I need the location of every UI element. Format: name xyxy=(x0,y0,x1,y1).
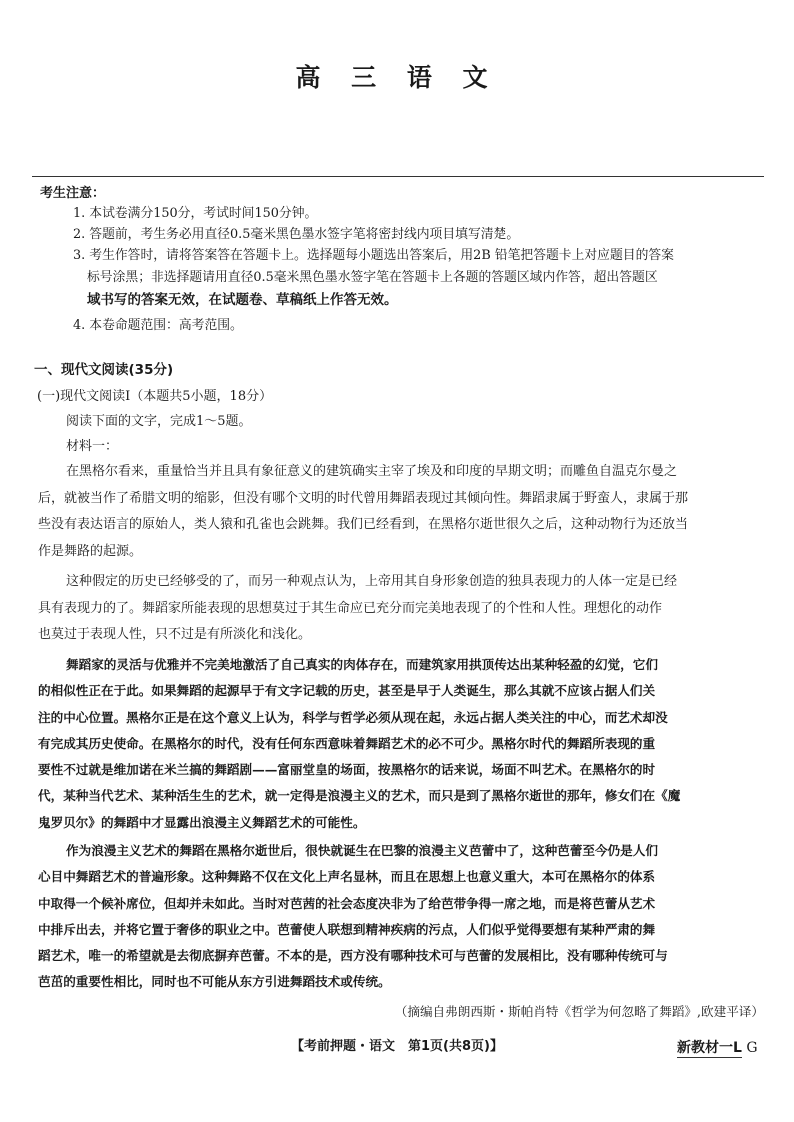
paragraph-line: 鬼罗贝尔》的舞蹈中才显露出浪漫主义舞蹈艺术的可能性。 xyxy=(38,814,366,830)
paragraph-line: 代，某种当代艺术、某种活生生的艺术，就一定得是浪漫主义的艺术，而只是到了黑格尔逝世的那年，修女们在《魔 xyxy=(38,788,681,804)
notice-item-text: 3. 考生作答时，请将答案答在答题卡上。选择题每小题选出答案后，用2B 铅笔把答题卡上对应题目的答案 xyxy=(73,248,674,263)
subsection-title: (一)现代文阅读I（本题共5小题，18分） xyxy=(37,389,273,404)
page-title: 高 三 语 文 xyxy=(295,63,499,92)
paragraph-line: 注的中心位置。黑格尔正是在这个意义上认为，科学与哲学必须从现在起，永远占据人类关注的中心，而艺术却没 xyxy=(38,709,668,725)
paragraph-line: 也莫过于表现人性，只不过是有所淡化和浅化。 xyxy=(38,627,312,642)
section-title: 一、现代文阅读(35分) xyxy=(34,362,174,378)
footer-edition-tag xyxy=(677,1037,758,1057)
paragraph-line: 蹈艺术，唯一的希望就是去彻底摒弃芭蕾。不本的是，西方没有哪种技术可与芭蕾的发展相比，没有哪种传统可与 xyxy=(38,948,668,964)
paragraph-line: 中排斥出去，并将它置于奢侈的职业之中。芭蕾使人联想到精神疾病的污点，人们似乎觉得要想有某种严肃的舞 xyxy=(38,921,656,937)
reading-instruction: 阅读下面的文字，完成1～5题。 xyxy=(66,414,252,429)
paragraph-1 xyxy=(38,459,768,565)
header-divider xyxy=(32,176,764,177)
paragraph-line: 后，就被当作了希腊文明的缩影，但没有哪个文明的时代曾用舞蹈表现过其倾向性。舞蹈隶属于野蛮人，隶属于那 xyxy=(38,490,689,506)
notice-item-text: 1. 本试卷满分150分，考试时间150分钟。 xyxy=(73,206,318,221)
notice-item-text: 标号涂黑；非选择题请用直径0.5毫米黑色墨水签字笔在答题卡上各题的答题区域内作答，超出答题区 xyxy=(87,270,658,285)
paragraph-line: 具有表现力的了。舞蹈家所能表现的思想莫过于其生命应已充分而完美地表现了的个性和人性。理想化的动作 xyxy=(38,600,663,616)
paragraph-4 xyxy=(38,838,768,996)
footer-page-info: 【考前押题・语文 第1页(共8页)】 xyxy=(291,1039,503,1054)
source-citation: （摘编自弗朗西斯・斯帕肖特《哲学为何忽略了舞蹈》,欧建平译） xyxy=(394,1004,764,1019)
paragraph-line: 舞蹈家的灵活与优雅并不完美地激活了自己真实的肉体存在，而建筑家用拱顶传达出某种轻盈的幻觉，它们 xyxy=(66,657,658,672)
paragraph-3 xyxy=(38,652,768,836)
notice-item-text: 4. 本卷命题范围：高考范围。 xyxy=(73,318,243,333)
notice-item-text: 2. 答题前，考生务必用直径0.5毫米黑色墨水签字笔将密封线内项目填写清楚。 xyxy=(73,227,520,242)
paragraph-line: 芭茁的重要性相比，同时也不可能从东方引进舞蹈技术或传统。 xyxy=(38,974,391,990)
paragraph-2 xyxy=(38,569,768,649)
paragraph-line: 些没有表达语言的原始人，类人猿和孔雀也会跳舞。我们已经看到，在黑格尔逝世很久之后，这种动物行为还放当 xyxy=(38,517,689,532)
edition-code: G xyxy=(741,1040,758,1056)
paragraph-line: 要性不过就是维加诺在米兰搞的舞蹈剧——富丽堂皇的场面，按黑格尔的话来说，场面不叫艺术。在黑格尔的时 xyxy=(38,762,656,778)
notice-title: 考生注意： xyxy=(40,186,106,201)
paragraph-line: 的相似性正在于此。如果舞蹈的起源早于有文字记载的历史，甚至是早于人类诞生，那么其就不应该占据人们关 xyxy=(38,683,656,699)
paragraph-line: 这种假定的历史已经够受的了，而另一种观点认为，上帝用其自身形象创造的独具表现力的人体一定是已经 xyxy=(66,574,678,589)
paragraph-line: 有完成其历史使命。在黑格尔的时代，没有任何东西意味着舞蹈艺术的必不可少。黑格尔时代的舞蹈所表现的重 xyxy=(38,735,656,751)
notice-item-3 xyxy=(73,245,763,311)
paragraph-line: 作是舞路的起源。 xyxy=(38,543,143,559)
notice-item-1 xyxy=(73,203,763,225)
paragraph-line: 作为浪漫主义艺术的舞蹈在黑格尔逝世后，很快就诞生在巴黎的浪漫主义芭蕾中了，这种芭蕾至今仍是人们 xyxy=(66,843,658,858)
paragraph-line: 心目中舞蹈艺术的普遍形象。这种舞路不仅在文化上声名显林，而且在思想上也意义重大，本可在黑格尔的体系 xyxy=(38,869,656,885)
material-label: 材料一： xyxy=(66,439,119,454)
paragraph-line: 在黑格尔看来，重量恰当并且具有象征意义的建筑确实主宰了埃及和印度的早期文明；而雕鱼自温克尔曼之 xyxy=(66,464,678,479)
notice-item-2 xyxy=(73,224,763,246)
edition-label: 新教材一L xyxy=(677,1040,742,1056)
paragraph-line: 中取得一个候补席位，但却并未如此。当时对芭茜的社会态度决非为了给芭带争得一席之地，而是将芭蕾从艺术 xyxy=(38,895,656,911)
notice-item-bold-text: 域书写的答案无效，在试题卷、草稿纸上作答无效。 xyxy=(87,292,398,308)
notice-item-4 xyxy=(73,315,763,337)
